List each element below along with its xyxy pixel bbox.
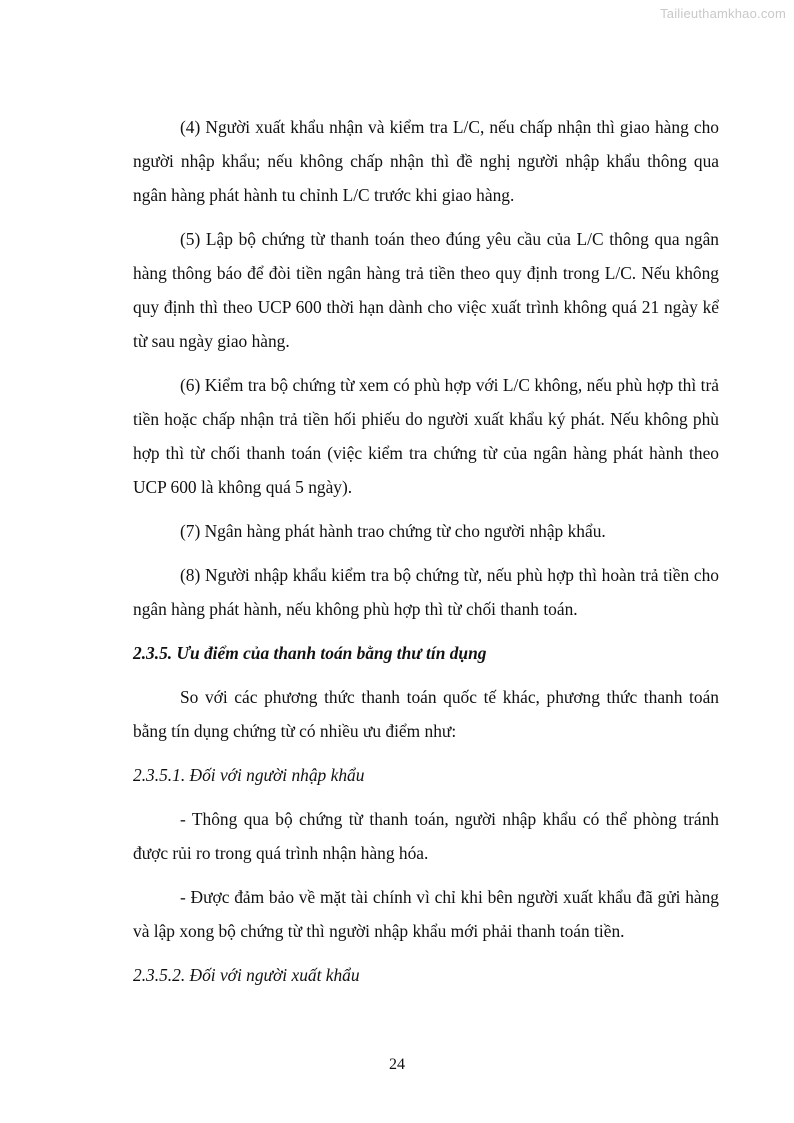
- paragraph-step-7: (7) Ngân hàng phát hành trao chứng từ cho người nhập khẩu.: [180, 521, 606, 541]
- importer-point-1: - Thông qua bộ chứng từ thanh toán, người nhập khẩu có thể phòng tránh được rủi ro trong quá trình nhận hàng hóa.: [133, 809, 719, 863]
- document-body: [133, 110, 719, 1002]
- subsection-heading-importer: 2.3.5.1. Đối với người nhập khẩu: [133, 765, 365, 785]
- paragraph-step-4: (4) Người xuất khẩu nhận và kiểm tra L/C, nếu chấp nhận thì giao hàng cho người nhập khẩu; nếu không chấp nhận thì đề nghị người nhập khẩu thông qua ngân hàng phát hành tu chỉnh L/C trước khi giao hàng.: [133, 117, 719, 205]
- watermark-text: Tailieuthamkhao.com: [660, 6, 786, 21]
- importer-point-2: - Được đảm bảo về mặt tài chính vì chỉ khi bên người xuất khẩu đã gửi hàng và lập xong bộ chứng từ thì người nhập khẩu mới phải thanh toán tiền.: [133, 887, 719, 941]
- paragraph-step-8: (8) Người nhập khẩu kiểm tra bộ chứng từ, nếu phù hợp thì hoàn trả tiền cho ngân hàng phát hành, nếu không phù hợp thì từ chối thanh toán.: [133, 565, 719, 619]
- subsection-heading-exporter: 2.3.5.2. Đối với người xuất khẩu: [133, 965, 360, 985]
- paragraph-step-6: (6) Kiểm tra bộ chứng từ xem có phù hợp với L/C không, nếu phù hợp thì trả tiền hoặc chấp nhận trả tiền hối phiếu do người xuất khẩu ký phát. Nếu không phù hợp thì từ chối thanh toán (việc kiểm tra chứng từ của ngân hàng phát hành theo UCP 600 là không quá 5 ngày).: [133, 375, 719, 497]
- section-heading: 2.3.5. Ưu điểm của thanh toán bằng thư tín dụng: [133, 643, 487, 663]
- paragraph-step-5: (5) Lập bộ chứng từ thanh toán theo đúng yêu cầu của L/C thông qua ngân hàng thông báo để đòi tiền ngân hàng trả tiền theo quy định trong L/C. Nếu không quy định thì theo UCP 600 thời hạn dành cho việc xuất trình không quá 21 ngày kể từ sau ngày giao hàng.: [133, 229, 719, 351]
- page-number: 24: [389, 1056, 405, 1073]
- section-intro: So với các phương thức thanh toán quốc tế khác, phương thức thanh toán bằng tín dụng chứng từ có nhiều ưu điểm như:: [133, 687, 719, 741]
